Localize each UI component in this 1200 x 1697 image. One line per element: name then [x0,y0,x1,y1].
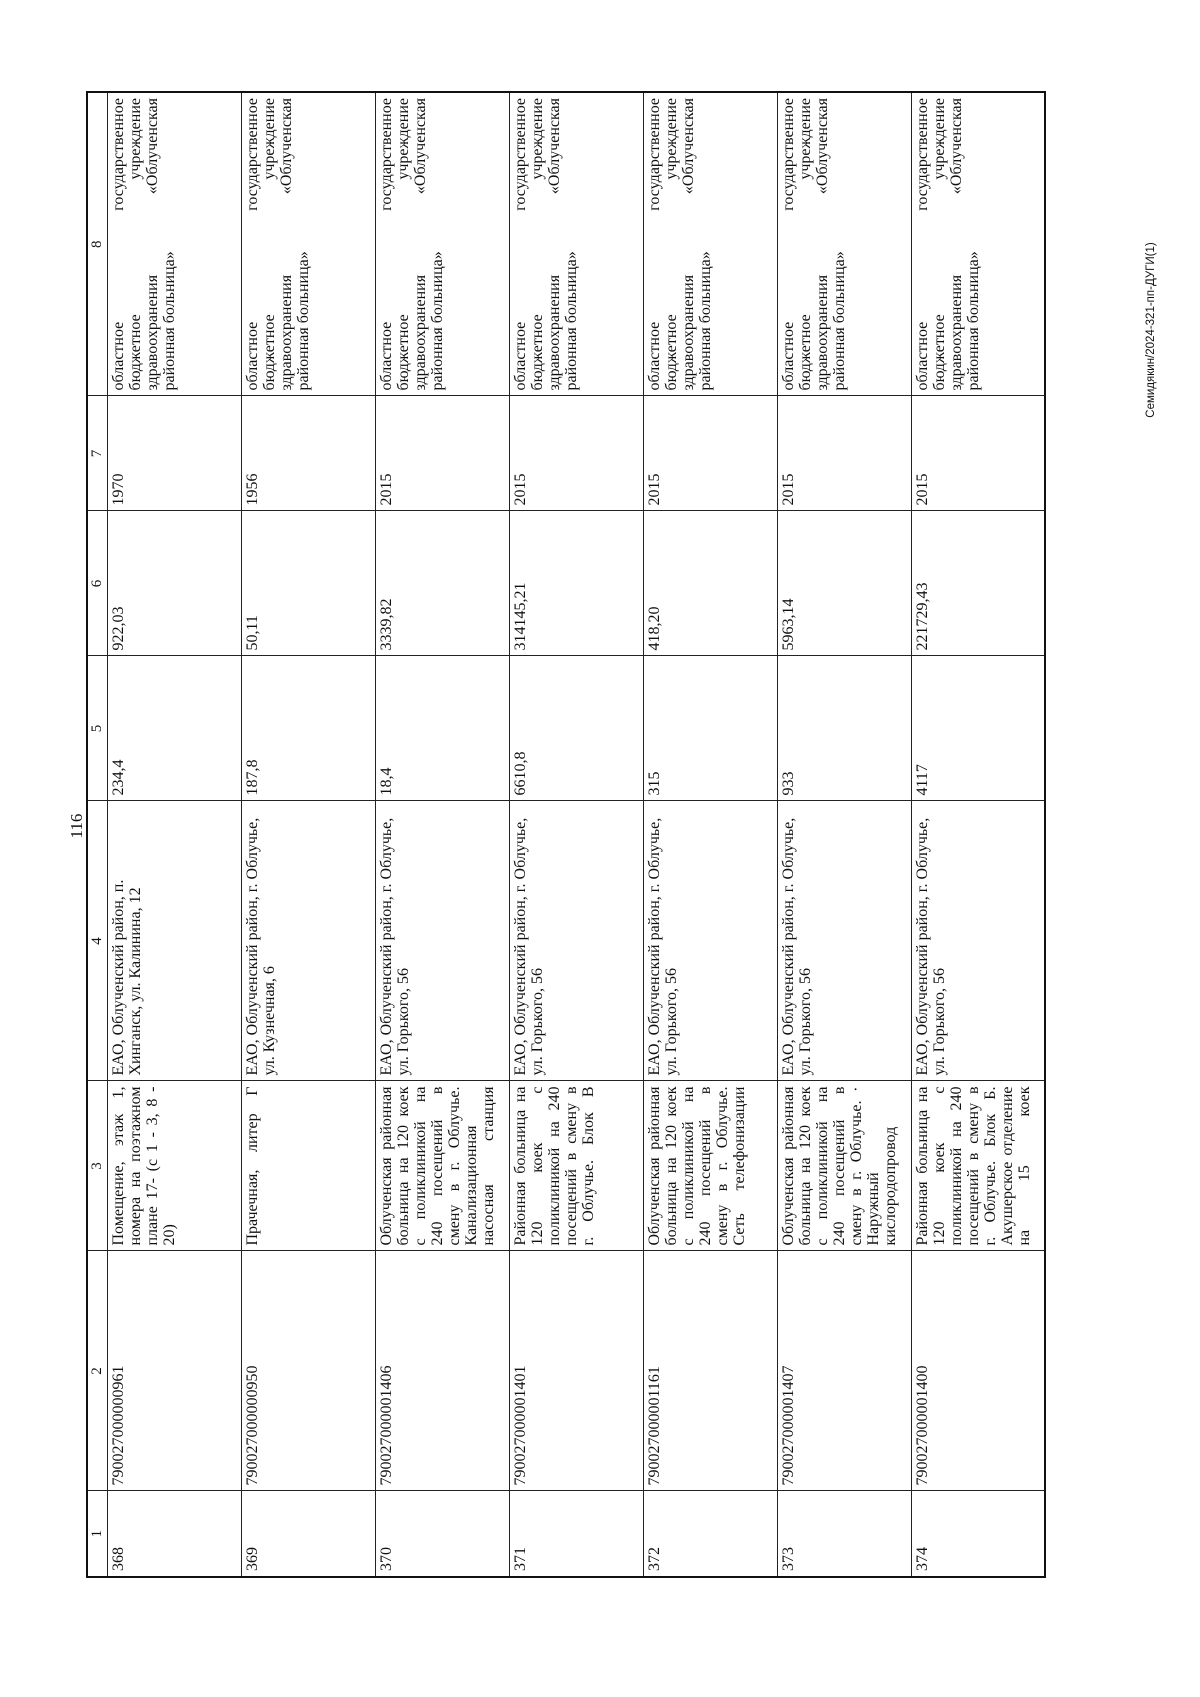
holder-text-left: здравоохранения [411,274,429,391]
address-cell: ЕАО, Облученский район, п. Хинганск, ул. Калинина, 12 [108,801,242,1081]
holder-text-right: «Облученская [947,98,965,195]
holder-text-right: учреждение [260,98,278,180]
value-cell: 922,03 [108,511,242,656]
holder-text-left: бюджетное [796,314,814,391]
holder-text-left: областное [779,321,797,391]
year-cell: 1970 [108,396,242,511]
value-cell: 221729,43 [911,511,1045,656]
value-cell: 5963,14 [777,511,911,656]
holder-cell [375,92,509,396]
address-cell: ЕАО, Облученский район, г. Облучье, ул. Кузнечная, 6 [241,801,375,1081]
column-header-6: 6 [87,511,108,656]
value-cell: 314145,21 [509,511,643,656]
column-header-3: 3 [87,1081,108,1251]
object-name-cell: Прачечная, литер Г [241,1081,375,1251]
row-number-cell: 371 [509,1491,643,1577]
holder-cell [108,92,242,396]
year-cell: 2015 [509,396,643,511]
holder-text-left: областное [110,321,127,391]
holder-text-right: государственное [377,98,395,211]
holder-text-left: областное [913,321,931,391]
holder-cell [777,92,911,396]
holder-text-right: учреждение [394,98,412,180]
area-cell: 6610,8 [509,656,643,801]
table-row [241,92,375,1577]
holder-text-right: учреждение [796,98,814,180]
holder-text-left: районная больница» [830,251,848,391]
holder-text-left: бюджетное [528,314,546,391]
column-header-1: 1 [87,1491,108,1577]
table-row [108,92,242,1577]
object-name-cell: Районная больница на 120 коек с поликлиникой на 240 посещений в смену в г. Облучье. Блок В [509,1081,643,1251]
row-number-cell: 368 [108,1491,242,1577]
year-cell: 2015 [375,396,509,511]
holder-cell [911,92,1045,396]
holder-text-right: государственное [243,98,261,211]
holder-text-left: областное [377,321,395,391]
year-cell: 1956 [241,396,375,511]
year-cell: 2015 [777,396,911,511]
row-number-cell: 372 [643,1491,777,1577]
area-cell: 187,8 [241,656,375,801]
column-header-2: 2 [87,1251,108,1491]
holder-text-left: районная больница» [696,251,714,391]
address-cell: ЕАО, Облученский район, г. Облучье, ул. Горького, 56 [509,801,643,1081]
holder-text-left: бюджетное [260,314,278,391]
holder-text-left: бюджетное [930,314,948,391]
object-name-cell: Облученская районная больница на 120 коек с поликлиникой на 240 посещений в смену в г. Облучье. Сеть телефонизации [643,1081,777,1251]
holder-text-right: государственное [913,98,931,211]
holder-text-left: областное [511,321,529,391]
address-cell: ЕАО, Облученский район, г. Облучье, ул. Горького, 56 [375,801,509,1081]
column-header-8: 8 [87,92,108,396]
row-number-cell: 370 [375,1491,509,1577]
holder-text-right: «Облученская [411,98,429,195]
column-number-row [87,92,108,1577]
holder-text-right: учреждение [930,98,948,180]
address-cell: ЕАО, Облученский район, г. Облучье, ул. Горького, 56 [643,801,777,1081]
table-row [777,92,911,1577]
cadastral-code-cell: 790027000001401 [509,1251,643,1491]
column-header-7: 7 [87,396,108,511]
value-cell: 3339,82 [375,511,509,656]
page-number: 116 [67,813,86,839]
holder-text-left: областное [243,321,261,391]
value-cell: 50,11 [241,511,375,656]
area-cell: 933 [777,656,911,801]
table-row [911,92,1045,1577]
holder-cell [643,92,777,396]
area-cell: 234,4 [108,656,242,801]
holder-text-left: районная больница» [964,251,982,391]
holder-text-right: учреждение [528,98,546,180]
holder-text-right: государственное [779,98,797,211]
row-number-cell: 374 [911,1491,1045,1577]
column-header-4: 4 [87,801,108,1081]
holder-text-left: областное [645,321,663,391]
holder-text-left: районная больница» [562,251,580,391]
area-cell: 18,4 [375,656,509,801]
holder-cell [509,92,643,396]
year-cell: 2015 [643,396,777,511]
registry-body [108,92,1046,1577]
table-row [375,92,509,1577]
holder-text-left: бюджетное [127,314,144,391]
holder-text-left: здравоохранения [545,274,563,391]
holder-cell [241,92,375,396]
holder-text-right: «Облученская [813,98,831,195]
row-number-cell: 369 [241,1491,375,1577]
cadastral-code-cell: 790027000001407 [777,1251,911,1491]
area-cell: 4117 [911,656,1045,801]
holder-text-right: «Облученская [545,98,563,195]
object-name-cell: Помещение, этаж 1, номера на поэтажном плане 17- (с 1 - 3, 8 - 20) [108,1081,242,1251]
holder-text-left: здравоохранения [813,274,831,391]
object-name-cell: Облученская районная больница на 120 коек с поликлиникой на 240 посещений в смену в г. Облучье. Канализационная насосная станция [375,1081,509,1251]
holder-text-right: учреждение [662,98,680,180]
object-name-cell: Облученская районная больница на 120 коек с поликлиникой на 240 посещений в смену в г. Облучье. · Наружный кислородопровод [777,1081,911,1251]
cadastral-code-cell: 790027000001161 [643,1251,777,1491]
holder-text-right: «Облученская [277,98,295,195]
property-registry-table [86,91,1046,1578]
cadastral-code-cell: 790027000001406 [375,1251,509,1491]
row-number-cell: 373 [777,1491,911,1577]
holder-text-left: здравоохранения [679,274,697,391]
cadastral-code-cell: 790027000001400 [911,1251,1045,1491]
holder-text-left: районная больница» [294,251,312,391]
holder-text-right: государственное [511,98,529,211]
column-header-5: 5 [87,656,108,801]
cadastral-code-cell: 790027000000950 [241,1251,375,1491]
area-cell: 315 [643,656,777,801]
holder-text-left: районная больница» [161,251,178,391]
holder-text-left: бюджетное [394,314,412,391]
holder-text-right: учреждение [127,98,144,180]
holder-text-right: «Облученская [679,98,697,195]
holder-text-left: здравоохранения [144,274,161,391]
table-row [509,92,643,1577]
holder-text-right: государственное [645,98,663,211]
holder-text-left: районная больница» [428,251,446,391]
holder-text-right: государственное [110,98,127,211]
cadastral-code-cell: 790027000000961 [108,1251,242,1491]
holder-text-left: бюджетное [662,314,680,391]
table-row [643,92,777,1577]
holder-text-right: «Облученская [144,98,161,195]
document-code: Семидякин/2024-321-пп-ДУГИ(1) [1145,242,1157,418]
address-cell: ЕАО, Облученский район, г. Облучье, ул. Горького, 56 [777,801,911,1081]
address-cell: ЕАО, Облученский район, г. Облучье, ул. Горького, 56 [911,801,1045,1081]
holder-text-left: здравоохранения [277,274,295,391]
object-name-cell: Районная больница на 120 коек с поликлиникой на 240 посещений в смену в г. Облучье. Блок Б. Акушерское отделение на 15 коек [911,1081,1045,1251]
property-registry-table-wrapper [86,93,1046,1578]
value-cell: 418,20 [643,511,777,656]
holder-text-left: здравоохранения [947,274,965,391]
year-cell: 2015 [911,396,1045,511]
